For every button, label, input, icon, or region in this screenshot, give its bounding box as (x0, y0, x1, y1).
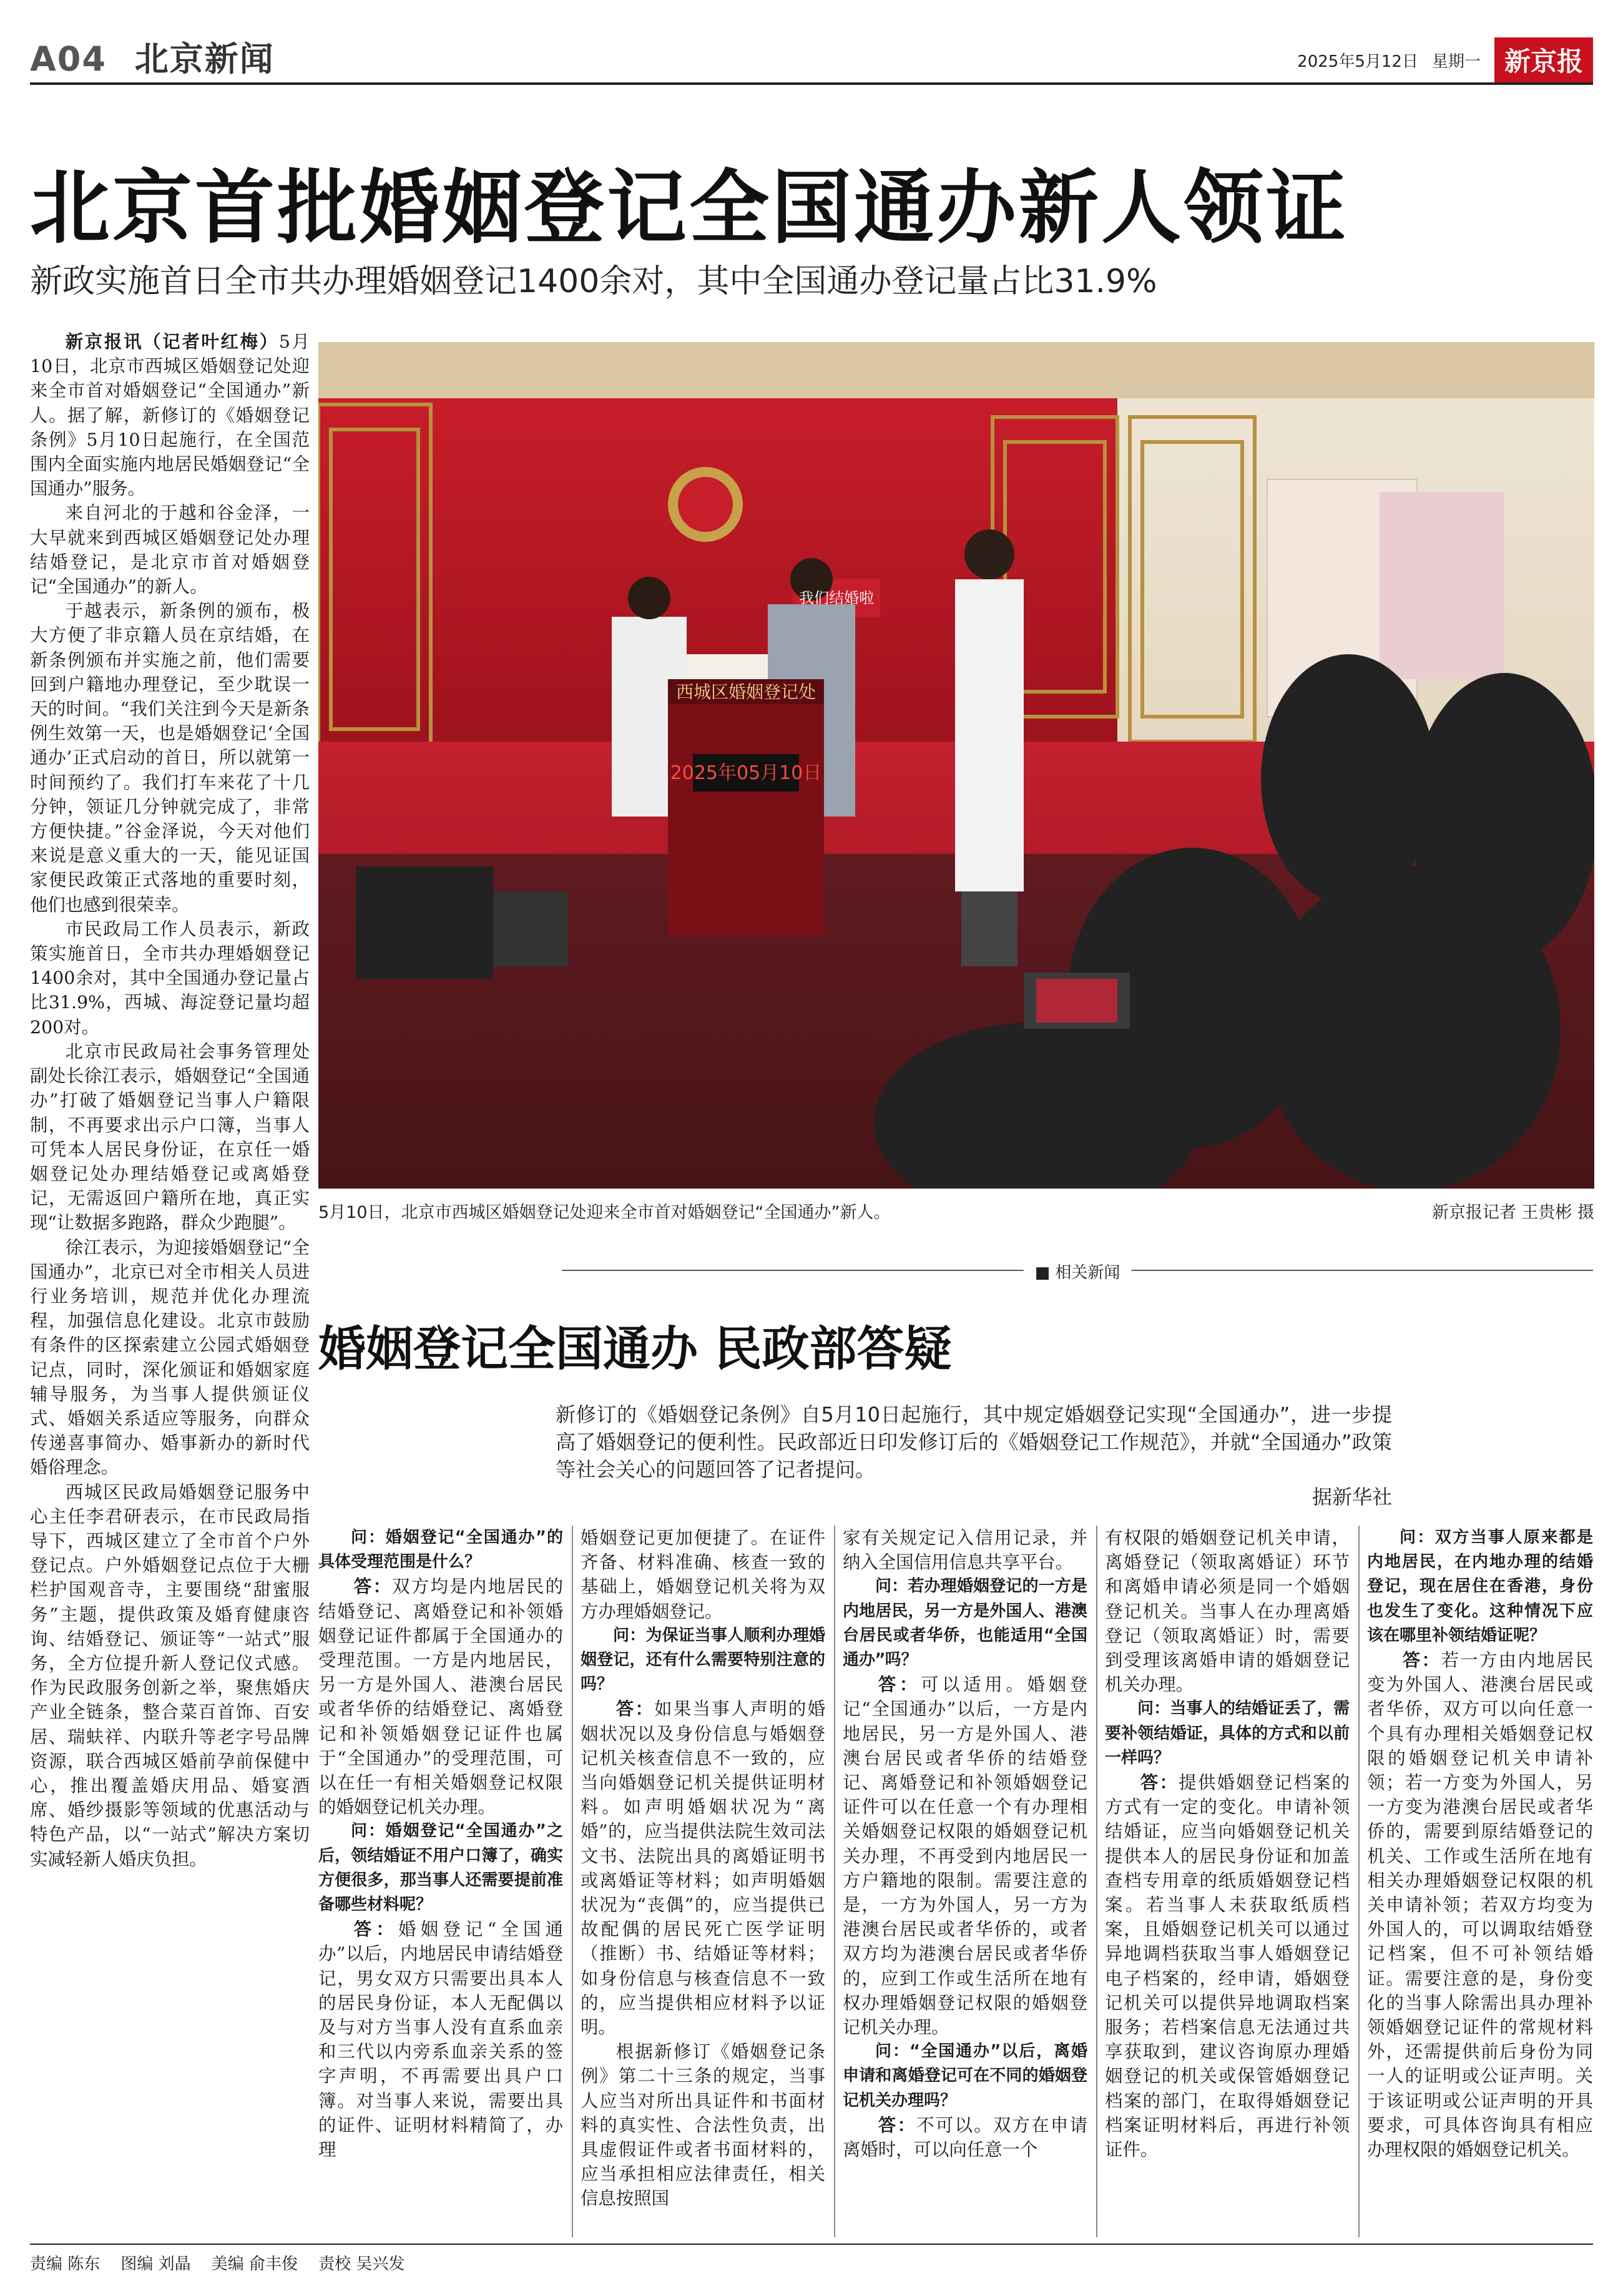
qa-answer: 答：不可以。双方在申请离婚时，可以向任意一个 (843, 2114, 1087, 2161)
article-paragraph: 北京市民政局社会事务管理处副处长徐江表示，婚姻登记“全国通办”打破了婚姻登记当事人户籍限制，不再要求出示户口簿，当事人可凭本人居民身份证，在京任一婚姻登记处办理结婚登记或离婚登记，无需返回户籍所在地，真正实现“让数据多跑路，群众少跑腿”。 (30, 1041, 310, 1234)
qa-question: 问：若办理婚姻登记的一方是内地居民，另一方是外国人、港澳台居民或者华侨，也能适用“全国通办”吗？ (843, 1577, 1087, 1670)
related-news-title: 婚姻登记全国通办 民政部答疑 (318, 1321, 952, 1376)
answer-marker: 答： (353, 1918, 399, 1940)
qa-question: 问：“全国通办”以后，离婚申请和离婚登记可在不同的婚姻登记机关办理吗？ (843, 2042, 1087, 2110)
answer-marker: 答： (1402, 1649, 1441, 1671)
related-news-intro: 新修订的《婚姻登记条例》自5月10日起施行，其中规定婚姻登记实现“全国通办”，进一步提高了婚姻登记的便利性。民政部近日印发修订后的《婚姻登记工作规范》，并就“全国通办”政策等社会关心的问题回答了记者提问。 据新华社 (556, 1401, 1392, 1511)
newspaper-logo: 新京报 (1494, 37, 1593, 82)
qa-answer: 答：若一方由内地居民变为外国人、港澳台居民或者华侨，双方可以向任意一个具有办理相关婚姻登记权限的婚姻登记机关申请补领；若一方变为外国人，另一方变为港澳台居民或者华侨的，需要到原结婚登记的机关、工作或生活所在地有相关办理婚姻登记权限的机关申请补领；若双方均变为外国人的，可以调取结婚登记档案，但不可补领结婚证。需要注意的是，身份变化的当事人除需出具办理补领婚姻登记证件的常规材料外，还需提供前后身份为同一人的证明或公证声明。关于该证明或公证声明的开具要求，可具体咨询具有相应办理权限的婚姻登记机关。 (1367, 1649, 1593, 2161)
byline: 新京报讯（记者叶红梅） (65, 331, 279, 352)
qa-question: 问：婚姻登记“全国通办”的具体受理范围是什么？ (318, 1528, 563, 1572)
issue-date: 2025年5月12日 (1297, 52, 1418, 71)
qa-paragraph: 根据新修订《婚姻登记条例》第二十三条的规定，当事人应当对所出具证件和书面材料的真实性、合法性负责，出具虚假证件或者书面材料的，应当承担相应法律责任，相关信息按照国 (581, 2041, 825, 2209)
qa-answer: 答：双方均是内地居民的结婚登记、离婚登记和补领婚姻登记证件都属于全国通办的受理范围。一方是内地居民，另一方是外国人、港澳台居民或者华侨的结婚登记、离婚登记和补领婚姻登记证件也属于“全国通办”的受理范围，可以在任一有相关婚姻登记权限的婚姻登记机关办理。 (318, 1576, 563, 1818)
answer-marker: 答： (1140, 1772, 1179, 1793)
qa-question: 问：婚姻登记“全国通办”之后，领结婚证不用户口簿了，确实方便很多，那当事人还需要提前准备哪些材料呢？ (318, 1822, 563, 1915)
qa-answer: 答：婚姻登记“全国通办”以后，内地居民申请结婚登记，男女双方只需要出具本人的居民身份证，本人无配偶以及与对方当事人没有直系血亲和三代以内旁系血亲关系的签字声明，不再需要出具户口簿。对当事人来说，需要出具的证件、证明材料精简了，办理 (318, 1918, 563, 2161)
photo-caption-row (318, 1199, 1594, 1223)
answer-marker: 答： (353, 1576, 393, 1597)
masthead-date-brand (1297, 37, 1593, 82)
qa-answer: 答：提供婚姻登记档案的方式有一定的变化。申请补领结婚证，应当向婚姻登记机关提供本人的居民身份证和加盖查档专用章的纸质婚姻登记档案。若当事人未获取纸质档案，且婚姻登记机关可以通过异地调档获取当事人婚姻登记电子档案的，经申请，婚姻登记机关可以提供异地调取档案服务；若档案信息无法通过共享获取到，建议咨询原办理婚姻登记的机关或保管婚姻登记档案的部门，在取得婚姻登记档案证明材料后，再进行补领证件。 (1105, 1772, 1350, 2161)
column-separator (834, 1526, 835, 2237)
article-paragraph: 来自河北的于越和谷金泽，一大早就来到西城区婚姻登记处办理结婚登记，是北京市首对婚姻登记“全国通办”的新人。 (30, 503, 310, 597)
article-paragraph: 徐江表示，为迎接婚姻登记“全国通办”，北京已对全市相关人员进行业务培训，规范并优化办理流程，加强信息化建设。北京市鼓励有条件的区探索建立公园式婚姻登记点，同时，深化颁证和婚姻家庭辅导服务，为当事人提供颁证仪式、婚姻关系适应等服务，向群众传递喜事简办、婚事新办的新时代婚俗理念。 (30, 1237, 310, 1478)
led-date-sign: 2025年05月10日 (670, 762, 822, 784)
qa-paragraph: 家有关规定记入信用记录，并纳入全国信用信息共享平台。 (843, 1528, 1087, 1573)
red-card-text: 我们结婚啦 (799, 589, 874, 607)
qa-answer: 答：可以适用。婚姻登记“全国通办”以后，一方是内地居民，另一方是外国人、港澳台居民或者华侨的结婚登记、离婚登记和补领婚姻登记证件可以在任意一个有办理相关婚姻登记权限的婚姻登记机关办理，不再受到内地居民一方户籍地的限制。需要注意的是，一方为外国人，另一方为港澳台居民或者华侨的，或者双方均为港澳台居民或者华侨的，应到工作或生活所在地有权办理婚姻登记权限的婚姻登记机关办理。 (843, 1674, 1087, 2038)
qa-column (1367, 1526, 1593, 2244)
issue-weekday: 星期一 (1431, 52, 1481, 71)
photo-caption: 5月10日，北京市西城区婚姻登记处迎来全市首对婚姻登记“全国通办”新人。 (318, 1203, 891, 1222)
answer-marker: 答： (878, 2114, 917, 2136)
article-paragraph: 于越表示，新条例的颁布，极大方便了非京籍人员在京结婚，在新条例颁布并实施之前，他们需要回到户籍地办理登记，至少耽误一天的时间。“我们关注到今天是新条例生效第一天，也是婚姻登记‘全国通办’正式启动的首日，所以就第一时间预约了。我们打车来花了十几分钟，领证几分钟就完成了，非常方便快捷。”谷金泽说，今天对他们来说是意义重大的一天，能见证国家便民政策正式落地的重要时刻，他们也感到很荣幸。 (30, 601, 310, 915)
qa-paragraph: 有权限的婚姻登记机关申请，离婚登记（领取离婚证）环节和离婚申请必须是同一个婚姻登记机关。当事人在办理离婚登记（领取离婚证）时，需要到受理该离婚申请的婚姻登记机关办理。 (1105, 1528, 1350, 1695)
column-separator (1358, 1526, 1360, 2237)
lead-article-column (30, 330, 310, 2240)
registry-banner: 西城区婚姻登记处 (675, 682, 816, 702)
page-section-header (30, 32, 275, 81)
article-paragraph: 新京报讯（记者叶红梅）5月10日，北京市西城区婚姻登记处迎来全市首对婚姻登记“全国通办”新人。据了解，新修订的《婚姻登记条例》5月10日起施行，在全国范围内全面实施内地居民婚姻登记“全国通办”服务。 (30, 331, 310, 499)
news-source: 据新华社 (1312, 1485, 1392, 1509)
section-name: 北京新闻 (134, 39, 275, 79)
answer-marker: 答： (878, 1674, 921, 1695)
article-paragraph: 西城区民政局婚姻登记服务中心主任李君研表示，在市民政局指导下，西城区建立了全市首个户外登记点。户外婚姻登记点位于大栅栏护国观音寺，主要围绕“甜蜜服务”主题，提供政策及婚育健康咨询、结婚登记、颁证等“一站式”服务，全方位提升新人登记仪式感。作为民政服务创新之举，聚焦婚庆产业全链条，整合菜百首饰、百安居、瑞蚨祥、内联升等老字号品牌资源，联合西城区婚前孕前保健中心，推出覆盖婚庆用品、婚宴酒席、婚纱摄影等领域的优惠活动与特色产品，以“一站式”解决方案切实减轻新人婚庆负担。 (30, 1481, 310, 1870)
page-number: A04 (30, 39, 107, 79)
column-separator (1096, 1526, 1097, 2237)
qa-question: 问：双方当事人原来都是内地居民，在内地办理的结婚登记，现在居住在香港，身份也发生了变化。这种情况下应该在哪里补领结婚证呢？ (1367, 1528, 1593, 1645)
footer-rule (30, 2244, 1593, 2245)
header-rule (30, 82, 1593, 85)
main-headline: 北京首批婚姻登记全国通办新人领证 (30, 161, 1349, 255)
qa-question: 问：当事人的结婚证丢了，需要补领结婚证，具体的方式和以前一样吗？ (1105, 1699, 1350, 1767)
sub-headline: 新政实施首日全市共办理婚姻登记1400余对，其中全国通办登记量占比31.9% (30, 263, 1157, 300)
news-photo (318, 342, 1594, 1189)
answer-marker: 答： (615, 1698, 655, 1720)
qa-column (1105, 1526, 1350, 2244)
qa-paragraph: 婚姻登记更加便捷了。在证件齐备、材料准确、核查一致的基础上，婚姻登记机关将为双方办理婚姻登记。 (581, 1528, 825, 1622)
related-news-divider (562, 1258, 1593, 1283)
related-news-label: ■ 相关新闻 (1024, 1260, 1132, 1283)
photo-credit: 新京报记者 王贵彬 摄 (1431, 1203, 1594, 1222)
column-separator (572, 1526, 573, 2237)
qa-column (843, 1526, 1087, 2244)
qa-answer: 答：如果当事人声明的婚姻状况以及身份信息与婚姻登记机关核查信息不一致的，应当向婚姻登记机关提供证明材料。如声明婚姻状况为“离婚”的，应当提供法院生效司法文书、法院出具的离婚证明书或离婚证等材料；如声明婚姻状况为“丧偶”的，应当提供已故配偶的居民死亡医学证明（推断）书、结婚证等材料；如身份信息与核查信息不一致的，应当提供相应材料予以证明。 (581, 1698, 825, 2038)
qa-question: 问：为保证当事人顺利办理婚姻登记，还有什么需要特别注意的吗？ (581, 1626, 825, 1694)
qa-column (318, 1526, 563, 2244)
editor-credits: 责编 陈东 图编 刘晶 美编 俞丰俊 责校 吴兴发 (30, 2255, 405, 2274)
article-paragraph: 市民政局工作人员表示，新政策实施首日，全市共办理婚姻登记1400余对，其中全国通办登记量占比31.9%，西城、海淀登记量均超200对。 (30, 918, 310, 1038)
qa-column (581, 1526, 825, 2244)
